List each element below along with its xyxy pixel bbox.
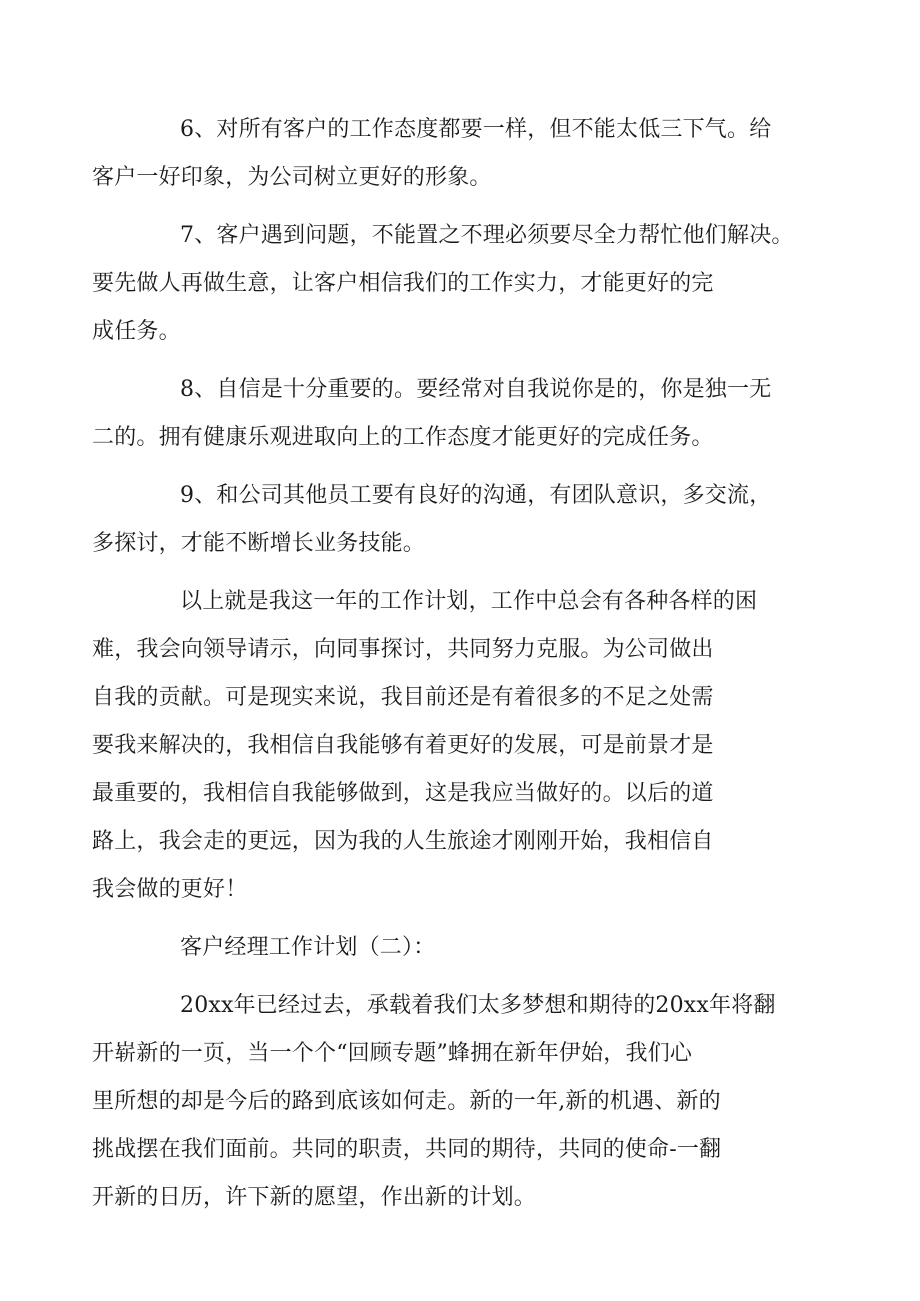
text-line: 最重要的，我相信自我能够做到，这是我应当做好的。以后的道 xyxy=(92,781,714,806)
text-line: 客户经理工作计划（二）： xyxy=(180,935,436,960)
text-line: 9、和公司其他员工要有良好的沟通，有团队意识，多交流， xyxy=(180,483,772,508)
document-body xyxy=(92,106,796,1232)
paragraph-summary xyxy=(92,578,796,914)
text-line: 开新的日历，许下新的愿望，作出新的计划。 xyxy=(92,1185,537,1210)
text-line: 路上，我会走的更远，因为我的人生旅途才刚刚开始，我相信自 xyxy=(92,829,714,854)
section-heading xyxy=(136,924,796,972)
text-line: 7、客户遇到问题，不能置之不理必须要尽全力帮忙他们解决。 xyxy=(180,223,794,248)
text-line: 8、自信是十分重要的。要经常对自我说你是的，你是独一无 xyxy=(180,377,772,402)
paragraph-item-7 xyxy=(92,212,796,356)
text-line: 以上就是我这一年的工作计划，工作中总会有各种各样的困 xyxy=(180,589,758,614)
text-line: 自我的贡献。可是现实来说，我目前还是有着很多的不足之处需 xyxy=(92,685,714,710)
paragraph-intro xyxy=(92,982,796,1222)
text-line: 要先做人再做生意，让客户相信我们的工作实力，才能更好的完 xyxy=(92,271,714,296)
paragraph-item-6 xyxy=(92,106,796,202)
text-line: 6、对所有客户的工作态度都要一样，但不能太低三下气。给 xyxy=(180,117,772,142)
text-line: 挑战摆在我们面前。共同的职责，共同的期待，共同的使命-一翻 xyxy=(92,1137,722,1162)
paragraph-item-9 xyxy=(92,472,796,568)
text-line: 要我来解决的，我相信自我能够有着更好的发展，可是前景才是 xyxy=(92,733,714,758)
text-line: 里所想的却是今后的路到底该如何走。新的一年,新的机遇、新的 xyxy=(92,1089,721,1114)
text-line: 二的。拥有健康乐观进取向上的工作态度才能更好的完成任务。 xyxy=(92,425,714,450)
paragraph-item-8 xyxy=(92,366,796,462)
text-line: 成任务。 xyxy=(92,319,181,344)
text-line: 多探讨，才能不断增长业务技能。 xyxy=(92,531,426,556)
text-line: 开崭新的一页，当一个个“回顾专题”蜂拥在新年伊始，我们心 xyxy=(92,1041,693,1066)
text-line: 难，我会向领导请示，向同事探讨，共同努力克服。为公司做出 xyxy=(92,637,714,662)
text-line: 我会做的更好！ xyxy=(92,877,248,902)
text-line: 20xx年已经过去，承载着我们太多梦想和期待的20xx年将翻 xyxy=(180,993,776,1018)
text-line: 客户一好印象，为公司树立更好的形象。 xyxy=(92,165,492,190)
